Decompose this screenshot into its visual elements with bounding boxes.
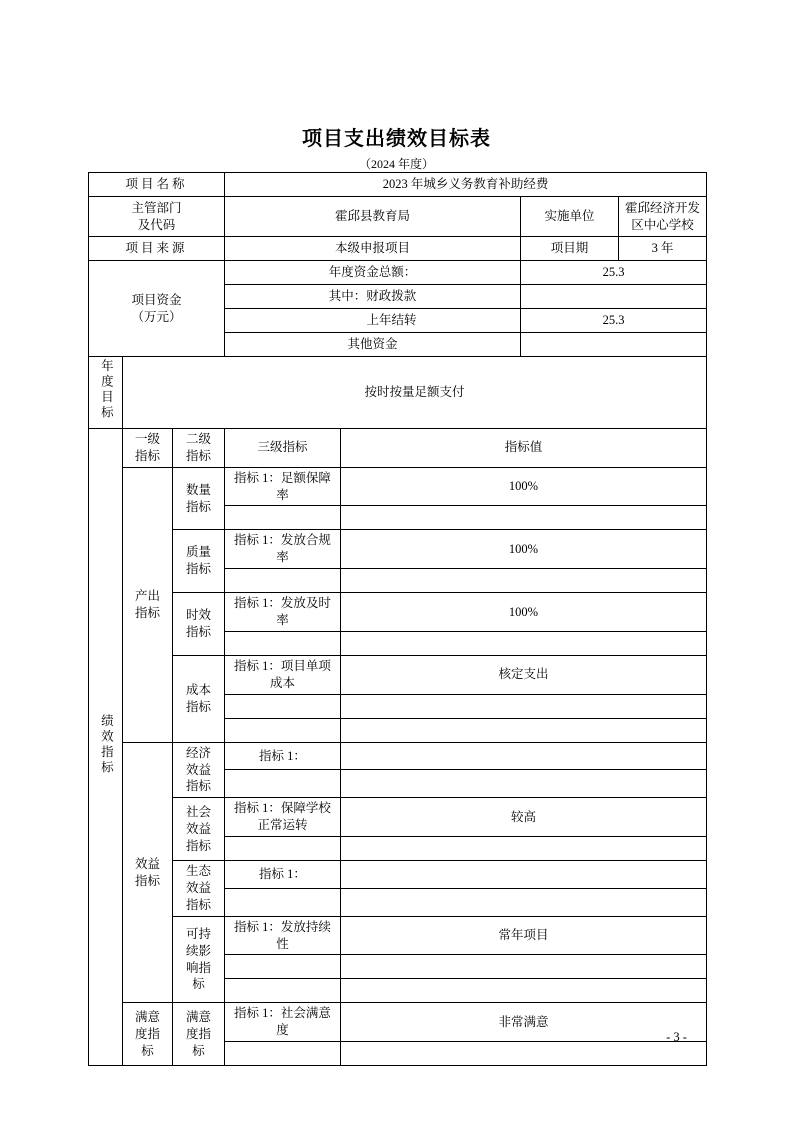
table-row [89, 428, 707, 467]
funds-label-line1: 项目资金 [131, 292, 182, 307]
level2-satisfaction: 满意 度指 标 [173, 1003, 225, 1066]
indicator-value [341, 694, 707, 718]
col-header-level3: 三级指标 [225, 428, 341, 467]
level2-cost: 成本 指标 [173, 655, 225, 742]
indicator-value [341, 770, 707, 798]
level2-economic: 经济 效益 指标 [173, 742, 225, 798]
level1-satisfaction: 满意 度指 标 [123, 1003, 173, 1066]
level2-social: 社会 效益 指标 [173, 798, 225, 861]
table-row [89, 861, 707, 889]
funds-row-name: 其中：财政拨款 [225, 285, 521, 309]
level3-indicator: 指标 1： [225, 742, 341, 770]
funds-row-name: 其他资金 [225, 333, 521, 357]
unit-label: 实施单位 [521, 197, 619, 237]
table-row [89, 261, 707, 285]
level2-timeliness: 时效 指标 [173, 593, 225, 656]
funds-row-name: 上年结转 [225, 309, 521, 333]
level3-indicator [225, 770, 341, 798]
period-label: 项目期 [521, 237, 619, 261]
level3-indicator [225, 506, 341, 530]
funds-row-name: 年度资金总额： [225, 261, 521, 285]
funds-row-value: 25.3 [521, 309, 707, 333]
level3-indicator: 指标 1：发放及时率 [225, 593, 341, 632]
unit-value: 霍邱经济开发区中心学校 [619, 197, 707, 237]
table-row [89, 197, 707, 237]
period-value: 3 年 [619, 237, 707, 261]
table-row [89, 916, 707, 955]
page-number: - 3 - [666, 1030, 687, 1044]
source-value: 本级申报项目 [225, 237, 521, 261]
level3-indicator [225, 718, 341, 742]
level3-indicator [225, 955, 341, 979]
level3-indicator: 指标 1：项目单项成本 [225, 655, 341, 694]
level3-indicator: 指标 1：足额保障率 [225, 467, 341, 506]
indicator-value [341, 955, 707, 979]
table-row [89, 593, 707, 632]
source-label: 项目来源 [89, 237, 225, 261]
indicator-value [341, 837, 707, 861]
level3-indicator: 指标 1：发放持续性 [225, 916, 341, 955]
level3-indicator: 指标 1： [225, 861, 341, 889]
dept-label: 主管部门 及代码 [89, 197, 225, 237]
dept-value: 霍邱县教育局 [225, 197, 521, 237]
level3-indicator [225, 837, 341, 861]
level1-output: 产出 指标 [123, 467, 173, 742]
table-row [89, 798, 707, 837]
indicator-value [341, 979, 707, 1003]
col-header-level1: 一级 指标 [123, 428, 173, 467]
indicator-value: 100% [341, 530, 707, 569]
page-subtitle: （2024 年度） [358, 157, 434, 171]
indicator-value [341, 1042, 707, 1066]
indicator-value [341, 506, 707, 530]
indicator-value [341, 569, 707, 593]
level2-ecological: 生态 效益 指标 [173, 861, 225, 917]
level3-indicator: 指标 1：发放合规率 [225, 530, 341, 569]
indicator-value: 非常满意 [341, 1003, 707, 1042]
col-header-level2: 二级 指标 [173, 428, 225, 467]
level3-indicator [225, 888, 341, 916]
table-row [89, 357, 707, 429]
table-row [89, 467, 707, 506]
funds-label [89, 261, 225, 357]
table-row [89, 237, 707, 261]
level2-sustainable: 可持 续影 响指 标 [173, 916, 225, 1003]
annual-goal-label: 年度目标 [89, 357, 123, 429]
performance-label: 绩效指标 [89, 428, 123, 1065]
funds-row-value [521, 285, 707, 309]
table-row [89, 530, 707, 569]
level2-quantity: 数量 指标 [173, 467, 225, 530]
level3-indicator: 指标 1：保障学校正常运转 [225, 798, 341, 837]
indicator-value: 较高 [341, 798, 707, 837]
level3-indicator [225, 569, 341, 593]
funds-row-value: 25.3 [521, 261, 707, 285]
level1-benefit: 效益 指标 [123, 742, 173, 1003]
indicator-value [341, 631, 707, 655]
indicator-value: 100% [341, 467, 707, 506]
funds-row-value [521, 333, 707, 357]
indicator-value: 100% [341, 593, 707, 632]
level3-indicator [225, 694, 341, 718]
page-title: 项目支出绩效目标表 [302, 128, 491, 150]
table-row [89, 742, 707, 770]
col-header-value: 指标值 [341, 428, 707, 467]
level2-quality: 质量 指标 [173, 530, 225, 593]
indicator-value: 核定支出 [341, 655, 707, 694]
indicator-value [341, 888, 707, 916]
level3-indicator [225, 979, 341, 1003]
indicator-value [341, 861, 707, 889]
annual-goal-text: 按时按量足额支付 [123, 357, 707, 429]
level3-indicator [225, 1042, 341, 1066]
indicator-value: 常年项目 [341, 916, 707, 955]
table-row [89, 655, 707, 694]
project-name-label: 项目名称 [89, 173, 225, 197]
performance-goal-table [88, 172, 707, 1066]
level3-indicator [225, 631, 341, 655]
project-name-value: 2023 年城乡义务教育补助经费 [225, 173, 707, 197]
funds-label-line2: （万元） [131, 309, 182, 324]
level3-indicator: 指标 1：社会满意度 [225, 1003, 341, 1042]
indicator-value [341, 742, 707, 770]
indicator-value [341, 718, 707, 742]
table-row [89, 173, 707, 197]
